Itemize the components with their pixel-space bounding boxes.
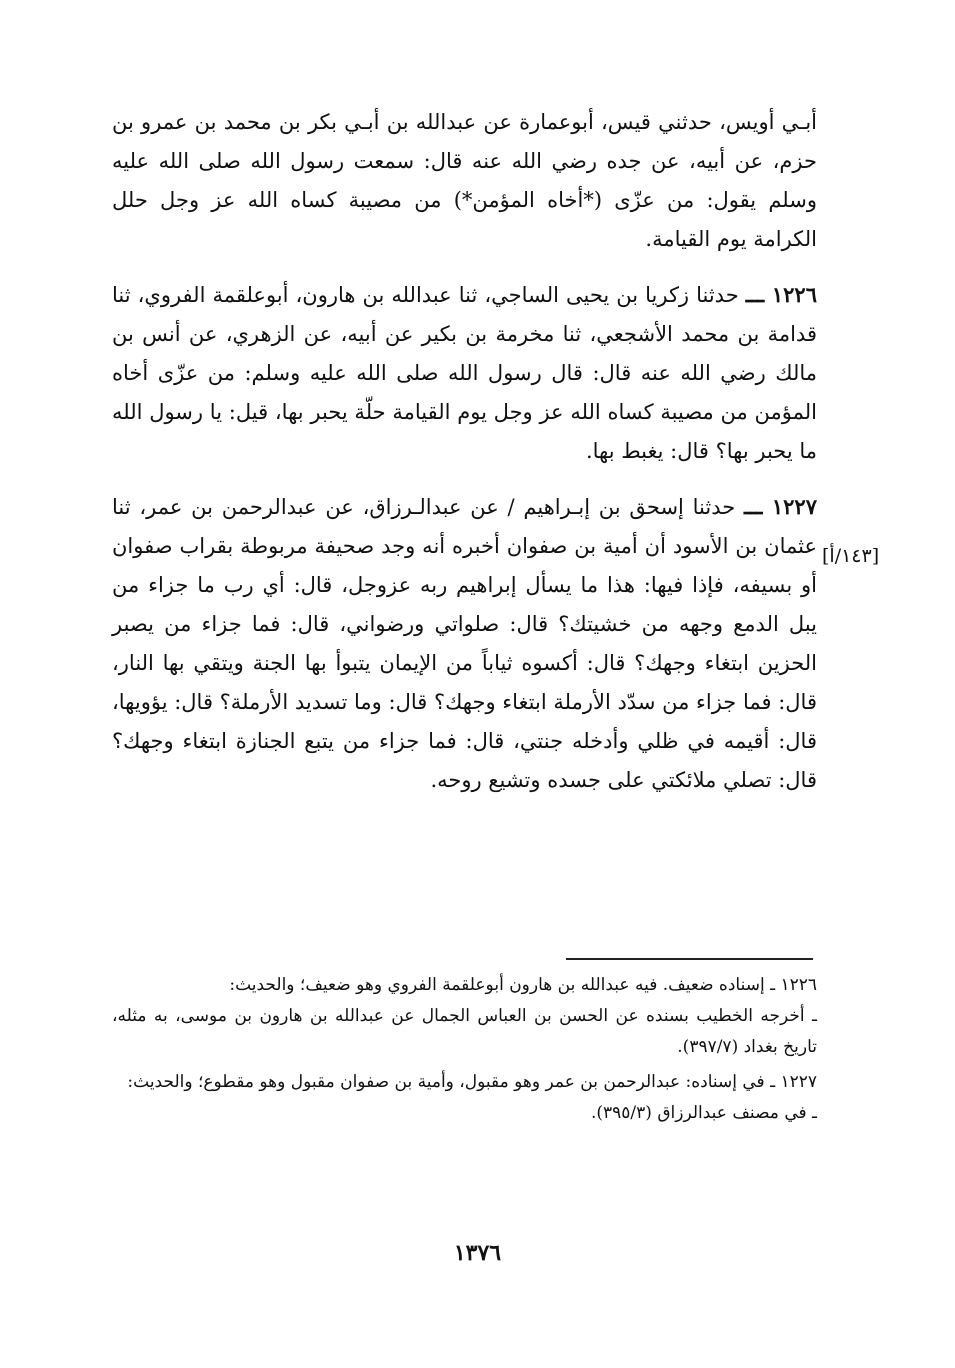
hadith-text: حدثنا إسحق بن إبـراهيم / عن عبدالـرزاق، عن عبدالرحمن بن عمر، ثنا عثمان بن الأسود أن أمية بن صفوان أخبره أنه وجد صحيفة مربوطة بقراب صفوان أو بسيفه، فإذا فيها: هذا ما يسأل إبراهيم ربه عزوجل، قال: أي رب ما جزاء من يبل الدمع وجهه من خشيتك؟ قال: صلواتي ورضواني، قال: فما جزاء من يصبر الحزين ابتغاء وجهك؟ قال: أكسوه ثياباً من الإيمان يتبوأ بها الجنة ويتقي بها النار، قال: فما جزاء من سدّد الأرملة ابتغاء وجهك؟ قال: وما تسديد الأرملة؟ قال: يؤويها، قال: أقيمه في ظلي وأدخله جنتي، قال: فما جزاء من يتبع الجنازة ابتغاء وجهك؟ قال: تصلي ملائكتي على جسده وتشيع روحه. (112, 495, 817, 792)
footnote-1227: ١٢٢٧ ـ في إسناده: عبدالرحمن بن عمر وهو مقبول، وأمية بن صفوان مقبول وهو مقطوع؛ والحديث: (127, 1072, 817, 1092)
footnote-1226-source: ـ أخرجه الخطيب بسنده عن الحسن بن العباس الجمال عن عبدالله بن هارون بن موسى، به مثله، تاريخ بغداد (٣٩٧/٧). (112, 1006, 817, 1057)
margin-manuscript-reference: [١٤٣/أ] (822, 545, 880, 567)
hadith-1226 (112, 275, 817, 471)
paragraph-continuation: أبـي أويس، حدثني قيس، أبوعمارة عن عبدالله بن أبـي بكر بن محمد بن عمرو بن حزم، عن أبيه، عن جده رضي الله عنه قال: سمعت رسول الله صلى الله عليه وسلم يقول: من عزّى (*أخاه المؤمن*) من مصيبة كساه الله عز وجل حلل الكرامة يوم القيامة. (112, 110, 817, 251)
footnote-1227-source: ـ في مصنف عبدالرزاق (٣٩٥/٣). (590, 1103, 817, 1123)
hadith-text: حدثنا زكريا بن يحيى الساجي، ثنا عبدالله بن هارون، أبوعلقمة الفروي، ثنا قدامة بن محمد الأشجعي، ثنا مخرمة بن بكير عن أبيه، عن الزهري، عن أنس بن مالك رضي الله عنه قال: قال رسول الله صلى الله عليه وسلم: من عزّى أخاه المؤمن من مصيبة كساه الله عز وجل يوم القيامة حلّة يحبر بها، قيل: يا رسول الله ما يحبر بها؟ قال: يغبط بها. (112, 283, 817, 463)
hadith-1227 (112, 487, 817, 800)
footnotes (112, 970, 817, 1129)
footnote-divider (566, 958, 813, 960)
page-number: ١٣٧٦ (453, 1240, 502, 1266)
hadith-number: ١٢٢٦ ـــ (745, 282, 817, 307)
main-text-block (112, 103, 817, 800)
footnote-1226: ١٢٢٦ ـ إسناده ضعيف. فيه عبدالله بن هارون أبوعلقمة الفروي وهو ضعيف؛ والحديث: (229, 975, 817, 995)
hadith-number: ١٢٢٧ ـــ (744, 494, 817, 519)
